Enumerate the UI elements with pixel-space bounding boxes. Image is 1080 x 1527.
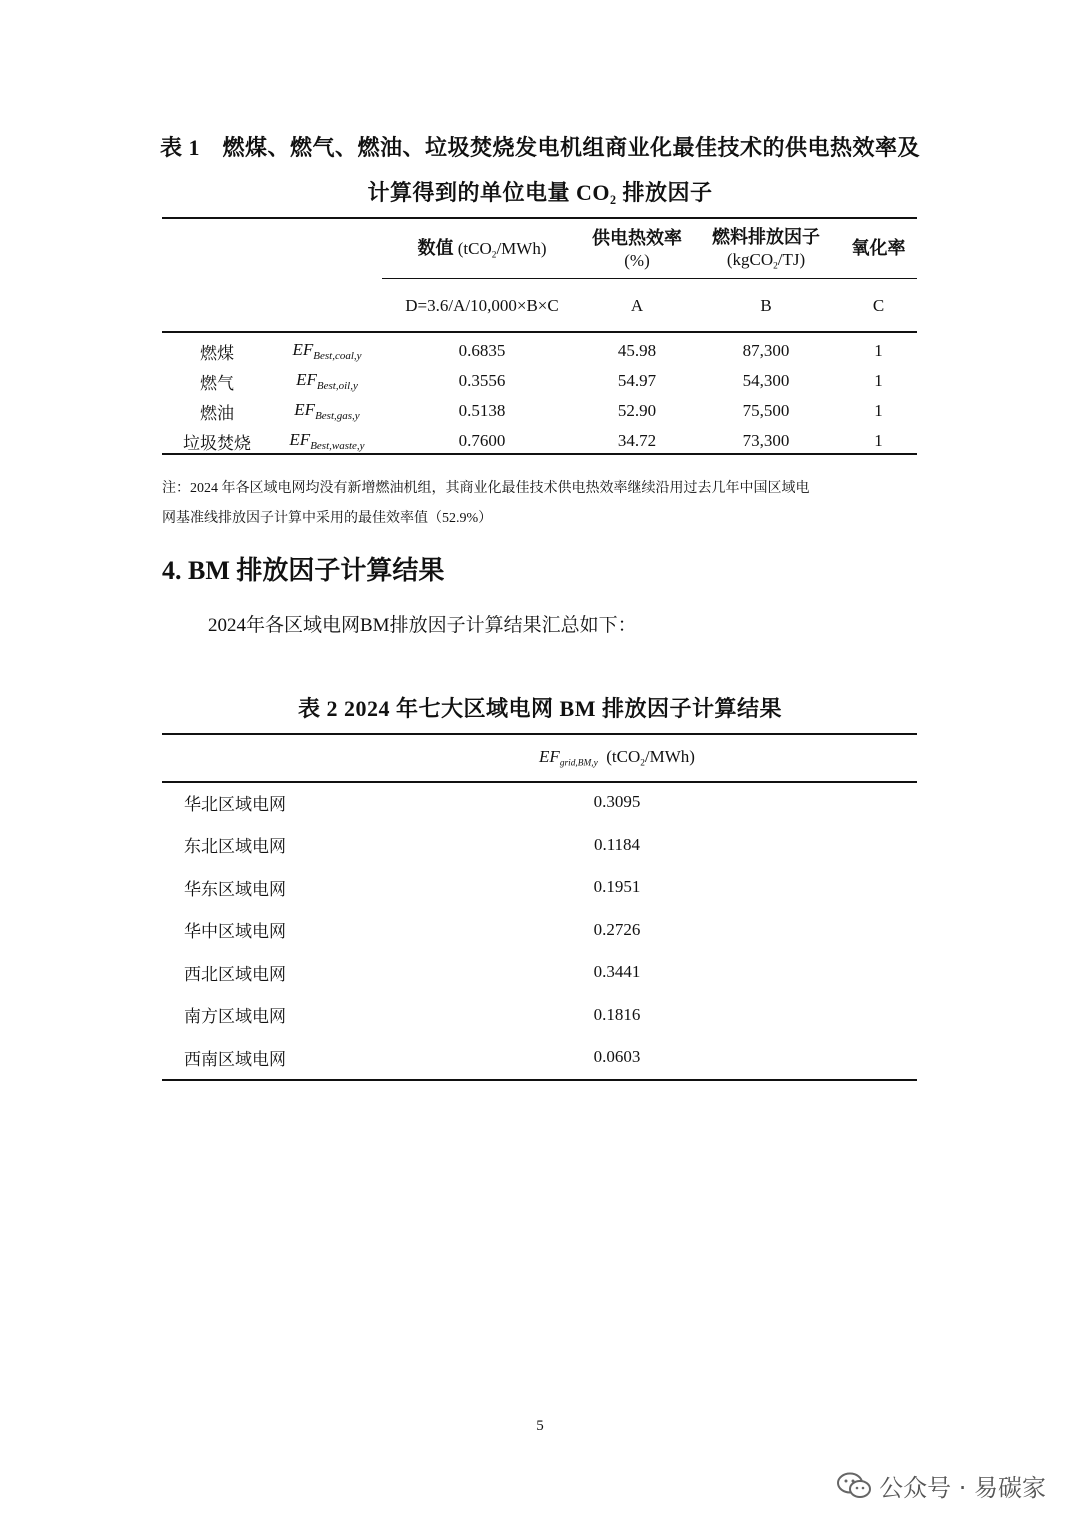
fuel-name: 燃煤	[200, 343, 234, 363]
note-line2: 网基准线排放因子计算中采用的最佳效率值（52.9%）	[162, 511, 493, 526]
table-row	[162, 951, 917, 994]
ef-symbol: $EF_{Best,gas,y}$	[294, 400, 360, 422]
table-row	[162, 396, 917, 426]
fuel-ef-value: 73,300	[742, 431, 790, 450]
ef-value: 0.7600	[458, 431, 506, 450]
efficiency-value: 34.72	[617, 431, 657, 450]
bm-value: 0.1184	[593, 834, 641, 854]
bm-value: 0.1816	[593, 1004, 641, 1024]
note-line1: 注：2024 年各区域电网均没有新增燃油机组，其商业化最佳技术供电热效率继续沿用过去几年中国区域电	[162, 481, 810, 496]
oxidation-value: 1	[874, 371, 883, 390]
wechat-icon	[837, 1472, 871, 1500]
fuel-ef-value: 54,300	[742, 371, 790, 390]
page-number: 5	[536, 1418, 544, 1434]
table2	[162, 735, 917, 1079]
table-row	[162, 994, 917, 1037]
table-row	[162, 1036, 917, 1079]
header-ef-grid: $EF_{grid,BM,y}$ (tCO$_2$/MWh)	[539, 747, 695, 769]
header-efficiency: 供电热效率 (%)	[582, 218, 692, 279]
watermark-text: 公众号 · 易碳家	[879, 1474, 1046, 1502]
table2-caption: 表 2 2024 年七大区域电网 BM 排放因子计算结果	[298, 696, 782, 721]
oxidation-value: 1	[874, 431, 883, 450]
table-row	[162, 366, 917, 396]
region-name: 东北区域电网	[184, 837, 286, 857]
table-row	[162, 426, 917, 456]
table2-bottom-rule	[162, 1079, 917, 1081]
fuel-name: 垃圾焚烧	[183, 433, 251, 453]
efficiency-value: 45.98	[617, 341, 657, 360]
efficiency-value: 52.90	[617, 401, 657, 420]
fuel-ef-value: 75,500	[742, 401, 790, 420]
table-row	[162, 866, 917, 909]
ef-symbol: $EF_{Best,oil,y}$	[296, 370, 358, 392]
bm-value: 0.0603	[593, 1047, 641, 1067]
ef-symbol: $EF_{Best,coal,y}$	[292, 340, 362, 362]
ef-value: 0.6835	[458, 341, 506, 360]
efficiency-value: 54.97	[617, 371, 657, 390]
watermark	[837, 1468, 1046, 1503]
bm-value: 0.1951	[593, 877, 641, 897]
fuel-ef-value: 87,300	[742, 341, 790, 360]
bm-value: 0.2726	[593, 919, 641, 939]
header-fuel-ef: 燃料排放因子 (kgCO$_2$/TJ)	[692, 218, 840, 279]
ef-symbol: $EF_{Best,waste,y}$	[289, 430, 365, 452]
ef-value: 0.5138	[458, 401, 506, 420]
fuel-name: 燃油	[200, 403, 234, 423]
oxidation-value: 1	[874, 401, 883, 420]
table1-caption-line2: 计算得到的单位电量 $CO_2$ 排放因子	[367, 180, 713, 208]
table-row	[162, 909, 917, 952]
formula-a: A	[630, 295, 644, 315]
oxidation-value: 1	[874, 341, 883, 360]
table1-note	[162, 474, 922, 534]
table1-caption-line1: 表 1 燃煤、燃气、燃油、垃圾焚烧发电机组商业化最佳技术的供电热效率及	[159, 135, 920, 160]
formula-cell: D=3.6/A/10,000×B×C	[405, 295, 559, 315]
bm-value: 0.3095	[593, 792, 641, 812]
section-heading: 4. BM 排放因子计算结果	[162, 556, 445, 585]
region-name: 华东区域电网	[184, 879, 286, 899]
formula-c: C	[872, 295, 885, 315]
region-name: 华中区域电网	[184, 922, 286, 942]
region-name: 西南区域电网	[184, 1049, 286, 1069]
fuel-name: 燃气	[200, 373, 234, 393]
ef-value: 0.3556	[458, 371, 506, 390]
bm-value: 0.3441	[593, 962, 641, 982]
table1	[162, 218, 917, 456]
region-name: 华北区域电网	[184, 794, 286, 814]
section-paragraph: 2024年各区域电网BM排放因子计算结果汇总如下：	[208, 615, 637, 636]
header-oxidation: 氧化率	[840, 218, 917, 279]
region-name: 西北区域电网	[184, 964, 286, 984]
formula-b: B	[760, 295, 772, 315]
table-row	[162, 781, 917, 824]
table-row	[162, 336, 917, 366]
region-name: 南方区域电网	[184, 1007, 286, 1027]
header-value: 数值 (tCO$_2$/MWh)	[382, 218, 582, 279]
table-row	[162, 824, 917, 867]
